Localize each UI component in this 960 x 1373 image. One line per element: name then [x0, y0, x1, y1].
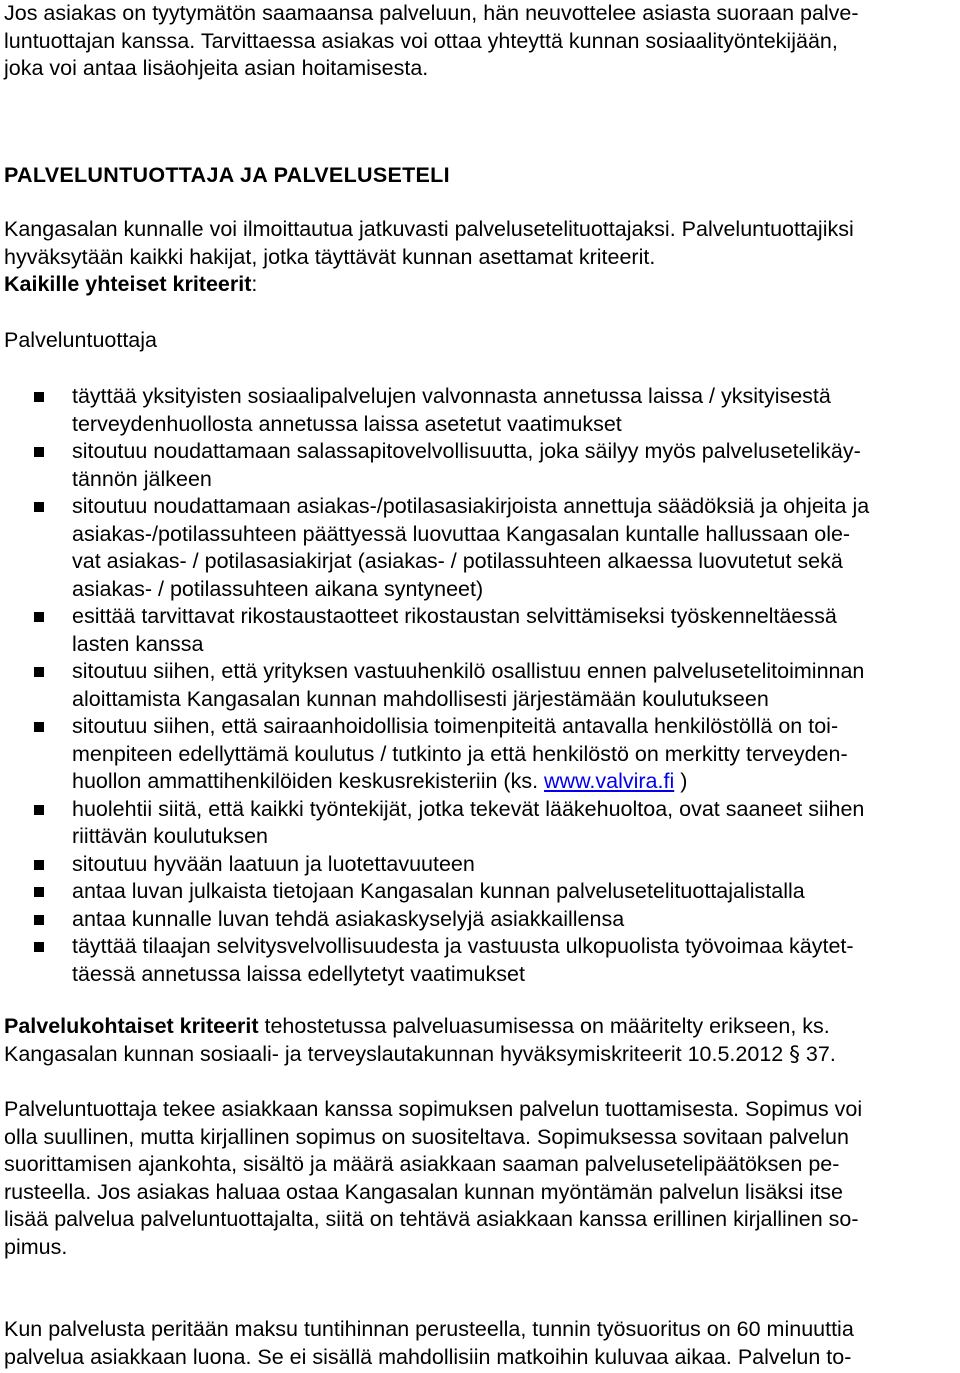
intro-line: Jos asiakas on tyytymätön saamaansa palveluun, hän neuvottelee asiasta suoraan palve-	[4, 1, 859, 25]
specific-criteria-label: Palvelukohtaiset kriteerit	[4, 1014, 259, 1038]
specific-criteria-text: Kangasalan kunnan sosiaali- ja terveyslautakunnan hyväksymiskriteerit 10.5.2012	[4, 1041, 790, 1066]
criteria-colon: :	[251, 272, 258, 296]
list-item	[4, 383, 956, 438]
list-item-line	[72, 768, 956, 796]
list-item-line: asiakas-/potilassuhteen päättyessä luovuttaa Kangasalan kuntalle hallussaan ole-	[72, 521, 851, 546]
list-item-line: sitoutuu noudattamaan asiakas-/potilasasiakirjoista annettuja säädöksiä ja ohjeita ja	[72, 494, 870, 518]
list-item-line: aloittamista Kangasalan kunnan mahdollisesti järjestämään koulutukseen	[72, 686, 769, 711]
list-item-line: esittää tarvittavat rikostaustaotteet rikostaustan selvittämiseksi työskenneltäessä	[72, 604, 837, 628]
list-item-line: sitoutuu siihen, että sairaanhoidollisia toimenpiteitä antavalla henkilöstöllä on toi-	[72, 714, 839, 738]
criteria-label-text: Kaikille yhteiset kriteerit	[4, 272, 252, 296]
specific-criteria-line	[4, 1013, 956, 1041]
bullet-square-icon	[34, 392, 44, 402]
bullet-square-icon	[34, 887, 44, 897]
contract-line: pimus.	[4, 1234, 68, 1259]
bullet-square-icon	[34, 915, 44, 925]
criteria-label	[4, 271, 956, 299]
intro-line: luntuottajan kanssa. Tarvittaessa asiakas voi ottaa yhteyttä kunnan sosiaalityöntekijään,	[4, 28, 838, 53]
list-item-line: riittävän koulutuksen	[72, 824, 268, 848]
subject-label: Palveluntuottaja	[4, 328, 157, 352]
section-sign: §	[789, 1041, 800, 1067]
list-item-line: tännön jälkeen	[72, 466, 212, 491]
list-item	[4, 796, 956, 851]
bullet-square-icon	[34, 722, 44, 732]
contract-paragraph	[4, 1096, 956, 1261]
list-item-line: täyttää tilaajan selvitysvelvollisuudesta ja vastuusta ulkopuolista työvoimaa käytet-	[72, 934, 854, 958]
list-item	[4, 713, 956, 796]
list-item-line: sitoutuu siihen, että yrityksen vastuuhenkilö osallistuu ennen palvelusetelitoiminnan	[72, 659, 865, 683]
list-item-line: sitoutuu hyvään laatuun ja luotettavuuteen	[72, 851, 475, 876]
contract-line: suorittamisen ajankohta, sisältö ja määrä asiakkaan saaman palvelusetelipäätöksen pe-	[4, 1152, 840, 1176]
section-paragraph-line: Kangasalan kunnalle voi ilmoittautua jatkuvasti palvelusetelituottajaksi. Palveluntuottajiksi	[4, 217, 854, 241]
intro-line: joka voi antaa lisäohjeita asian hoitamisesta.	[4, 56, 429, 80]
list-item-line: täyttää yksityisten sosiaalipalvelujen valvonnasta annetussa laissa / yksityisestä	[72, 384, 831, 408]
contract-line: rusteella. Jos asiakas haluaa ostaa Kangasalan kunnan myöntämän palvelun lisäksi itse	[4, 1179, 844, 1204]
list-item-line: täessä annetussa laissa edellytetyt vaatimukset	[72, 961, 525, 986]
list-item-line: antaa kunnalle luvan tehdä asiakaskyselyjä asiakkaillensa	[72, 906, 625, 931]
list-item-line: asiakas- / potilassuhteen aikana syntyneet)	[72, 576, 484, 601]
list-item-line: vat asiakas- / potilasasiakirjat (asiakas- / potilassuhteen alkaessa luovutetut sekä	[72, 549, 843, 573]
bullet-square-icon	[34, 447, 44, 457]
section-paragraph-line: hyväksytään kaikki hakijat, jotka täyttävät kunnan asettamat kriteerit.	[4, 244, 656, 269]
list-item-text: )	[674, 769, 688, 793]
list-item	[4, 493, 956, 603]
bullet-square-icon	[34, 667, 44, 677]
valvira-link[interactable]: www.valvira.fi	[544, 769, 675, 793]
list-item-line: antaa luvan julkaista tietojaan Kangasalan kunnan palvelusetelituottajalistalla	[72, 879, 805, 903]
list-item-line: huolehtii siitä, että kaikki työntekijät, jotka tekevät lääkehuoltoa, ovat saaneet siihen	[72, 796, 865, 821]
contract-line: lisää palvelua palveluntuottajalta, siitä on tehtävä asiakkaan kanssa erillinen kirjallinen so-	[4, 1207, 859, 1231]
list-item-line: menpiteen edellyttämä koulutus / tutkinto ja että henkilöstö on merkitty terveyden-	[72, 741, 848, 766]
section-heading: PALVELUNTUOTTAJA JA PALVELUSETELI	[4, 163, 450, 187]
list-item	[4, 851, 956, 879]
contract-line: olla suullinen, mutta kirjallinen sopimus on suositeltava. Sopimuksessa sovitaan palvelun	[4, 1124, 849, 1149]
specific-criteria-text: 37.	[799, 1041, 836, 1066]
specific-criteria-line	[4, 1041, 956, 1069]
bullet-square-icon	[34, 942, 44, 952]
specific-criteria-text: tehostetussa palveluasumisessa on määritelty erikseen, ks.	[258, 1014, 830, 1038]
list-item-line: terveydenhuollosta annetussa laissa asetetut vaatimukset	[72, 411, 622, 436]
bullet-square-icon	[34, 860, 44, 870]
list-item	[4, 658, 956, 713]
list-item-line: lasten kanssa	[72, 631, 204, 656]
bullet-square-icon	[34, 612, 44, 622]
list-item	[4, 878, 956, 906]
list-item-text: huollon ammattihenkilöiden keskusrekisteriin (ks.	[72, 769, 545, 793]
list-item	[4, 933, 956, 988]
fee-line: palvelua asiakkaan luona. Se ei sisällä mahdollisiin matkoihin kuluvaa aikaa. Palvelun to-	[4, 1344, 852, 1369]
list-item	[4, 603, 956, 658]
list-item	[4, 906, 956, 934]
contract-line: Palveluntuottaja tekee asiakkaan kanssa sopimuksen palvelun tuottamisesta. Sopimus voi	[4, 1097, 863, 1121]
intro-paragraph	[4, 0, 956, 83]
section-paragraph	[4, 216, 956, 299]
fee-line: Kun palvelusta peritään maksu tuntihinnan perusteella, tunnin työsuoritus on 60 minuuttia	[4, 1317, 854, 1341]
specific-criteria-paragraph	[4, 1013, 956, 1068]
list-item	[4, 438, 956, 493]
fee-paragraph	[4, 1316, 956, 1371]
bullet-square-icon	[34, 805, 44, 815]
bullet-square-icon	[34, 502, 44, 512]
list-item-line: sitoutuu noudattamaan salassapitovelvollisuutta, joka säilyy myös palvelusetelikäy-	[72, 439, 861, 463]
criteria-list	[4, 383, 956, 988]
